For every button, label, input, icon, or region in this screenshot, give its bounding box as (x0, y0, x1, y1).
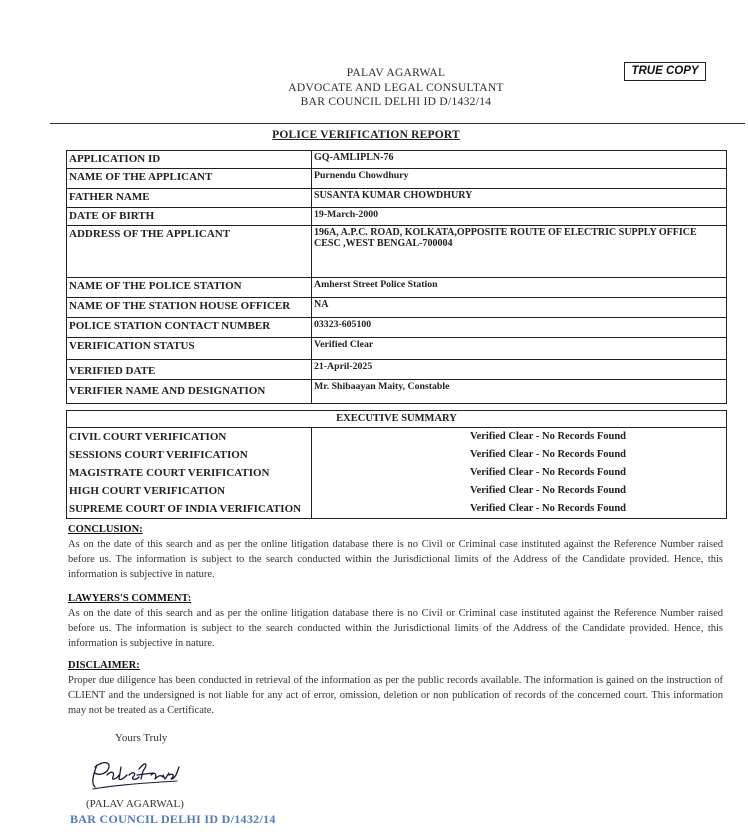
court-result: Verified Clear - No Records Found (312, 482, 727, 500)
row-label: VERIFICATION STATUS (67, 338, 312, 360)
table-row (67, 151, 727, 169)
row-value: GQ-AMLIPLN-76 (312, 151, 727, 169)
advocate-bar-id: BAR COUNCIL DELHI ID D/1432/14 (300, 96, 492, 108)
lawyers-comment-text: As on the date of this search and as per the online litigation database there is no Civil or Criminal case instituted against the Reference Number raised before us. The information is subject to the search conducted within the Jurisdictional limits of the Address of the Candidate provided. Hence, this information is subjective in nature. (68, 608, 723, 649)
table-row (67, 380, 727, 404)
court-result: Verified Clear - No Records Found (312, 428, 727, 447)
table-row (67, 360, 727, 380)
row-value: Purnendu Chowdhury (312, 169, 727, 189)
conclusion-text: As on the date of this search and as per the online litigation database there is no Civil or Criminal case instituted against the Reference Number raised before us. The information is subject to the search conducted within the Jurisdictional limits of the Address of the Candidate provided. Hence, this information is subjective in nature. (68, 539, 723, 580)
disclaimer-heading: DISCLAIMER: (68, 660, 140, 671)
row-value: 03323-605100 (312, 318, 727, 338)
court-label: CIVIL COURT VERIFICATION (67, 428, 312, 447)
table-row (67, 208, 727, 226)
row-value: SUSANTA KUMAR CHOWDHURY (312, 189, 727, 208)
row-label: NAME OF THE STATION HOUSE OFFICER (67, 298, 312, 318)
table-row (67, 298, 727, 318)
row-value: 19-March-2000 (312, 208, 727, 226)
row-value: Mr. Shibaayan Maity, Constable (312, 380, 727, 404)
row-label: VERIFIED DATE (67, 360, 312, 380)
court-label: SUPREME COURT OF INDIA VERIFICATION (67, 500, 312, 519)
row-label: FATHER NAME (67, 189, 312, 208)
closing-salutation: Yours Truly (115, 732, 168, 744)
row-value: Amherst Street Police Station (312, 278, 727, 298)
executive-summary-title: EXECUTIVE SUMMARY (67, 411, 727, 428)
report-title: POLICE VERIFICATION REPORT (272, 129, 460, 141)
disclaimer-text: Proper due diligence has been conducted in retrieval of the information as per the public records available. The information is gained on the instruction of CLIENT and the undersigned is not liable for any act of error, omission, deletion or non publication of records of the concerned court. This information may not be treated as a Certificate. (68, 675, 723, 716)
court-result: Verified Clear - No Records Found (312, 500, 727, 519)
true-copy-stamp: TRUE COPY (624, 62, 706, 81)
advocate-name: PALAV AGARWAL (346, 67, 446, 79)
table-row (67, 189, 727, 208)
row-label: NAME OF THE POLICE STATION (67, 278, 312, 298)
row-value: NA (312, 298, 727, 318)
row-label: APPLICATION ID (67, 151, 312, 169)
row-label: DATE OF BIRTH (67, 208, 312, 226)
row-label: POLICE STATION CONTACT NUMBER (67, 318, 312, 338)
executive-summary-header (67, 411, 727, 428)
executive-summary-table (66, 410, 727, 519)
signatory-name: (PALAV AGARWAL) (86, 798, 184, 810)
conclusion-section (68, 522, 723, 582)
table-row (67, 226, 727, 278)
table-row (67, 464, 727, 482)
lawyers-comment-heading: LAWYERS'S COMMENT: (68, 593, 192, 604)
conclusion-heading: CONCLUSION: (68, 524, 143, 535)
court-result: Verified Clear - No Records Found (312, 446, 727, 464)
court-label: SESSIONS COURT VERIFICATION (67, 446, 312, 464)
signatory-bar-id: BAR COUNCIL DELHI ID D/1432/14 (70, 812, 276, 826)
applicant-details-table (66, 150, 727, 404)
court-label: MAGISTRATE COURT VERIFICATION (67, 464, 312, 482)
table-row (67, 318, 727, 338)
row-value: 21-April-2025 (312, 360, 727, 380)
row-label: VERIFIER NAME AND DESIGNATION (67, 380, 312, 404)
row-value: Verified Clear (312, 338, 727, 360)
disclaimer-section (68, 658, 723, 718)
row-value: 196A, A.P.C. ROAD, KOLKATA,OPPOSITE ROUTE OF ELECTRIC SUPPLY OFFICE CESC ,WEST BENGAL-700004 (312, 226, 727, 278)
table-row (67, 169, 727, 189)
court-result: Verified Clear - No Records Found (312, 464, 727, 482)
table-row (67, 338, 727, 360)
table-row (67, 482, 727, 500)
table-row (67, 500, 727, 519)
header-divider (50, 123, 745, 124)
table-row (67, 428, 727, 447)
handwritten-signature (85, 753, 185, 793)
advocate-role: ADVOCATE AND LEGAL CONSULTANT (288, 81, 504, 94)
court-label: HIGH COURT VERIFICATION (67, 482, 312, 500)
row-label: ADDRESS OF THE APPLICANT (67, 226, 312, 278)
table-row (67, 446, 727, 464)
row-label: NAME OF THE APPLICANT (67, 169, 312, 189)
lawyers-comment-section (68, 591, 723, 651)
table-row (67, 278, 727, 298)
